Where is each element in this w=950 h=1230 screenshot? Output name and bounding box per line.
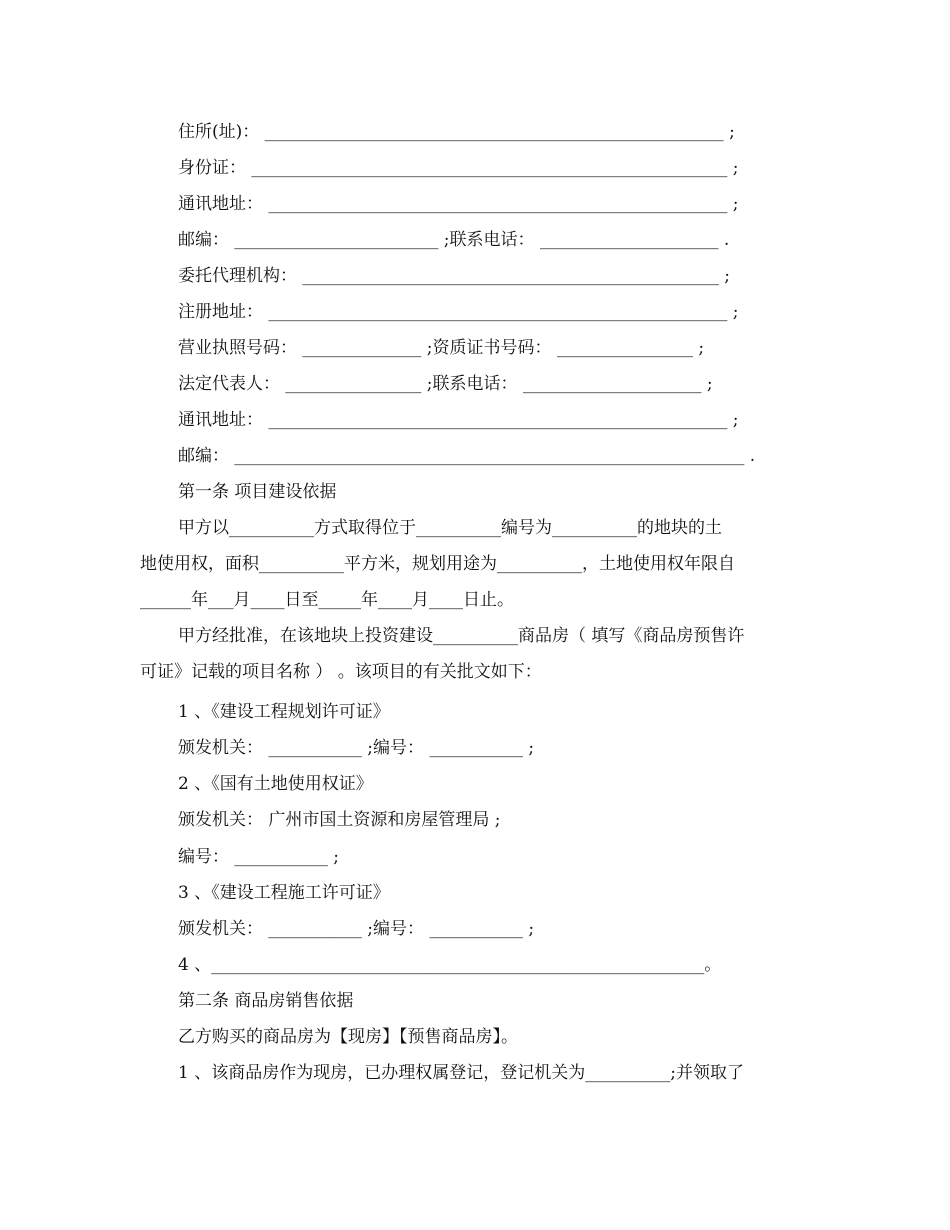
id-card-line: 身份证： ________________________________________________________ ; [178,158,739,178]
doc-2-number: 编号： ___________ ; [178,847,340,867]
registered-address-line: 注册地址： ______________________________________________________ ; [178,302,739,322]
article-2-paragraph: 乙方购买的商品房为【现房】【预售商品房】。 [178,1027,518,1047]
article-1-paragraph-line: 甲方以__________方式取得位于__________编号为__________的地块的土 [178,518,722,538]
article-2-item-1: 1 、该商品房作为现房，已办理权属登记，登记机关为__________;并领取了 [178,1063,744,1083]
doc-2-title: 2 、《国有土地使用权证》 [178,774,373,794]
article-1-paragraph-line: ______年___月____日至_____年____月____日止。 [140,590,514,610]
article-1-heading: 第一条 项目建设依据 [178,482,337,502]
doc-2-authority: 颁发机关： 广州市国土资源和房屋管理局 ; [178,810,501,830]
article-2-heading: 第二条 商品房销售依据 [178,991,354,1011]
doc-4-line: 4 、__________________________________________________________。 [178,955,722,975]
doc-1-fields: 颁发机关： ___________ ;编号： ___________ ; [178,738,535,758]
article-1-paragraph-line: 甲方经批准，在该地块上投资建设__________商品房（ 填写《商品房预售许 [178,626,745,646]
article-1-paragraph-line: 可证》记载的项目名称 ） 。该项目的有关批文如下： [140,662,542,682]
doc-3-fields: 颁发机关： ___________ ;编号： ___________ ; [178,919,535,939]
agency-line: 委托代理机构： _________________________________________________ ; [178,266,731,286]
mailing-address-line: 通讯地址： ______________________________________________________ ; [178,194,739,214]
postcode-line-2: 邮编： ____________________________________________________________ . [178,446,756,466]
mailing-address-line-2: 通讯地址： ______________________________________________________ ; [178,410,739,430]
postcode-phone-line: 邮编： ________________________ ;联系电话： _____________________ . [178,230,730,250]
legal-rep-phone-line: 法定代表人： ________________ ;联系电话： _____________________ ; [178,374,713,394]
doc-3-title: 3 、《建设工程施工许可证》 [178,883,390,903]
article-1-paragraph-line: 地使用权，面积__________平方米，规划用途为__________，土地使用权年限自 [140,554,735,574]
license-cert-line: 营业执照号码： ______________ ;资质证书号码： ________________ ; [178,338,705,358]
address-line: 住所(址)： ______________________________________________________ ; [178,122,735,142]
doc-1-title: 1 、《建设工程规划许可证》 [178,702,390,722]
